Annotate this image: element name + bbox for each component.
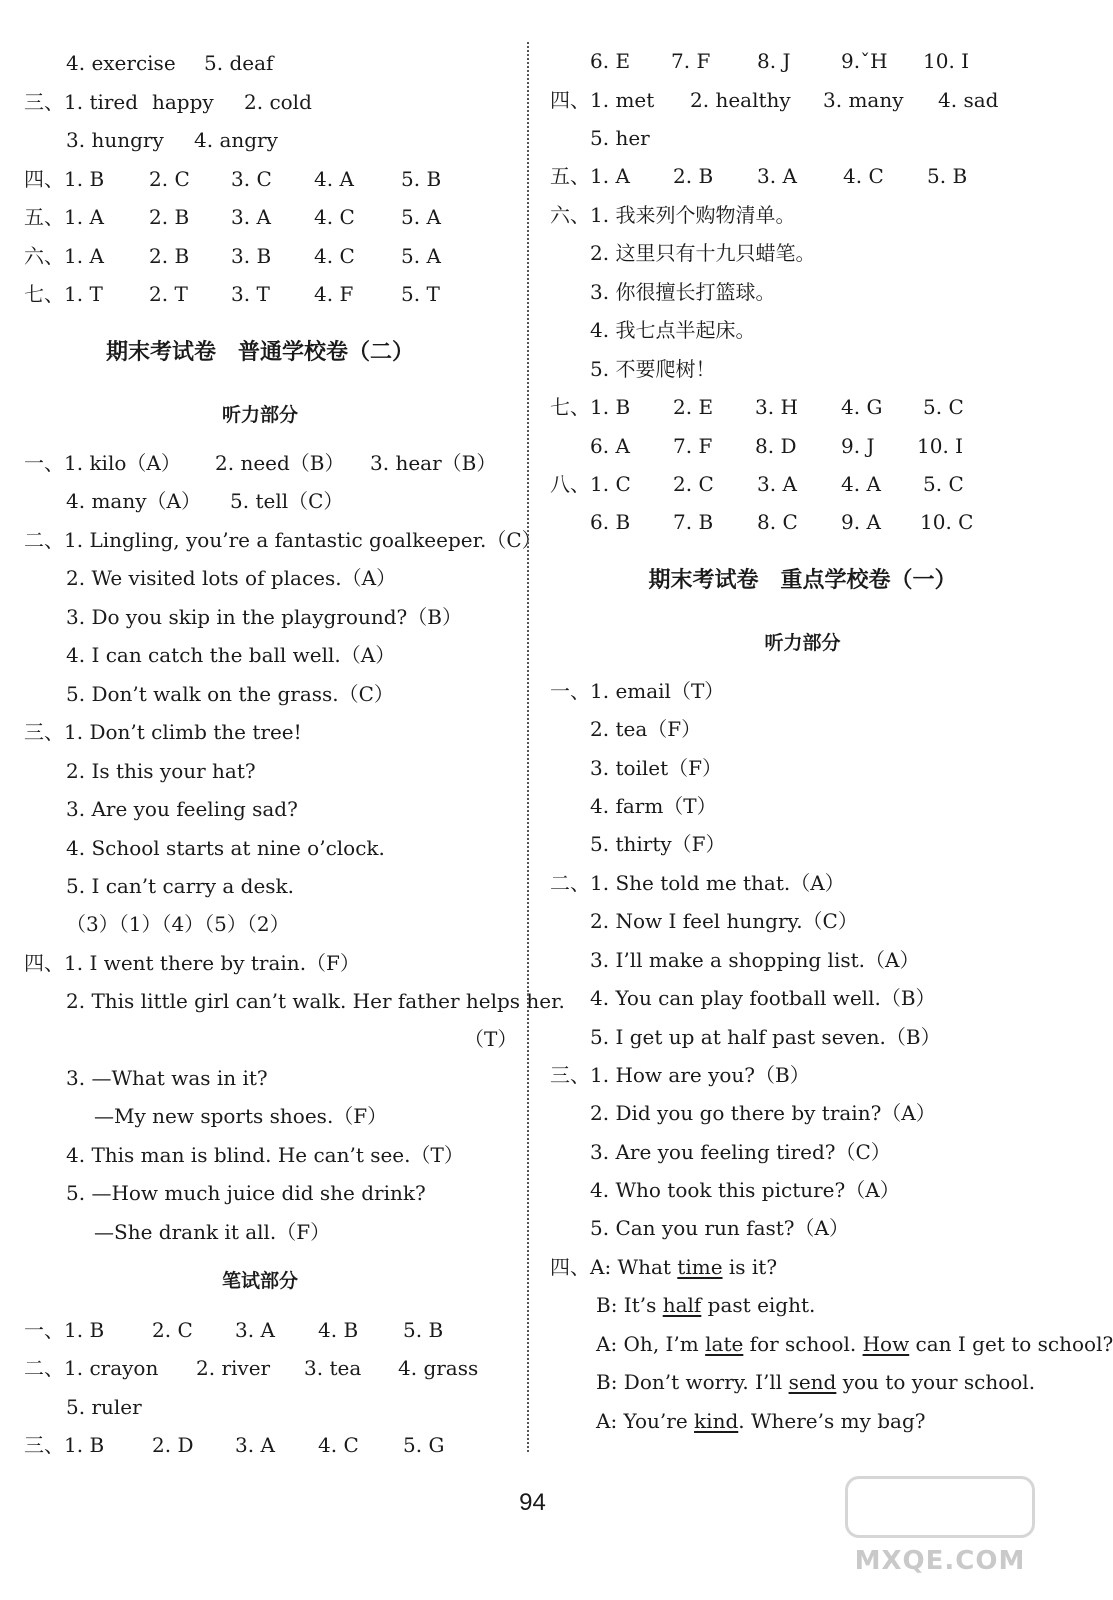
dialogue-text: A: Oh, I’m: [596, 1332, 706, 1356]
answer-item: 3. B: [231, 244, 272, 268]
answer-item: 2. C: [149, 167, 190, 191]
subsection-title: 听力部分: [221, 404, 298, 426]
answer-line: 5. 不要爬树！: [590, 357, 716, 381]
dialogue-line: [596, 1291, 815, 1319]
answer-item: 10. C: [920, 510, 974, 534]
answer-line: 2. We visited lots of places.（A）: [66, 566, 397, 590]
answer-item: 2. C: [673, 472, 714, 496]
answer-item: 2. D: [152, 1433, 194, 1457]
answer-item: 7. F: [671, 49, 711, 73]
answer-line: 4. This man is blind. He can’t see.（T）: [66, 1143, 464, 1167]
answer-item: 三、1. tired: [24, 90, 139, 114]
answer-line: 3. 你很擅长打篮球。: [590, 280, 776, 304]
answer-item: 5. T: [401, 282, 440, 306]
answer-line: 二、1. Lingling, you’re a fantastic goalkeeper.（C）: [24, 528, 542, 552]
dialogue-text: you to your school.: [836, 1370, 1036, 1394]
answer-line: 二、1. She told me that.（A）: [550, 871, 845, 895]
dialogue-text: . Where’s my bag?: [738, 1409, 926, 1433]
answer-item: 4. A: [314, 167, 354, 191]
answer-line: 2. tea（F）: [590, 717, 702, 741]
answer-line: 4. You can play football well.（B）: [590, 986, 936, 1010]
answer-item: 2. B: [149, 205, 190, 229]
answer-item: 3. many: [823, 88, 904, 112]
answer-item: 3. tea: [304, 1356, 362, 1380]
answer-line: （T）: [464, 1027, 518, 1051]
answer-line: 3. I’ll make a shopping list.（A）: [590, 948, 920, 972]
answer-item: 2. B: [673, 164, 714, 188]
answer-item: 七、1. T: [24, 282, 103, 306]
fill-in-answer: kind: [694, 1409, 739, 1433]
answer-line: 5. I get up at half past seven.（B）: [590, 1025, 941, 1049]
dialogue-text: is it?: [722, 1255, 778, 1279]
answer-item: 3. A: [757, 472, 797, 496]
subsection-title: 听力部分: [764, 632, 841, 654]
answer-item: 4. grass: [398, 1356, 479, 1380]
answer-line: 2. Now I feel hungry.（C）: [590, 909, 858, 933]
answer-item: 5. C: [923, 472, 964, 496]
answer-item: 八、1. C: [550, 472, 631, 496]
answer-item: 7. F: [673, 434, 713, 458]
dialogue-line: [550, 1253, 777, 1281]
dialogue-text: for school.: [743, 1332, 863, 1356]
fill-in-answer: half: [662, 1293, 702, 1317]
answer-item: 10. I: [923, 49, 970, 73]
answer-item: 5. B: [403, 1318, 444, 1342]
answer-line: 2. Is this your hat?: [66, 759, 256, 783]
answer-item: 4. A: [841, 472, 881, 496]
answer-line: 四、1. I went there by train.（F）: [24, 951, 360, 975]
answer-item: 2. T: [149, 282, 188, 306]
answer-line: 4. farm（T）: [590, 794, 717, 818]
answer-item: 4. sad: [938, 88, 999, 112]
answer-line: 3. Do you skip in the playground?（B）: [66, 605, 462, 629]
answer-item: 4. C: [314, 205, 355, 229]
answer-item: 2. healthy: [690, 88, 791, 112]
answer-item: 2. river: [196, 1356, 271, 1380]
answer-item: 4. exercise: [66, 51, 176, 75]
answer-item: 9. J: [841, 434, 875, 458]
answer-line: 2. This little girl can’t walk. Her father helps her.: [66, 989, 565, 1013]
answer-item: 一、1. kilo（A）: [24, 451, 181, 475]
answer-item: 5. A: [401, 205, 441, 229]
answer-item: 五、1. A: [24, 205, 104, 229]
answer-line: 三、1. Don’t climb the tree!: [24, 720, 302, 744]
answer-line: 5. her: [590, 126, 650, 150]
answer-line: 4. Who took this picture?（A）: [590, 1178, 900, 1202]
fill-in-answer: send: [788, 1370, 837, 1394]
dialogue-line: [596, 1368, 1035, 1396]
answer-line: 4. School starts at nine o’clock.: [66, 836, 385, 860]
answer-item: 3. A: [235, 1318, 275, 1342]
answer-item: 六、1. A: [24, 244, 104, 268]
dialogue-line: [596, 1407, 926, 1435]
answer-item: 2. need（B）: [215, 451, 345, 475]
dialogue-text: past eight.: [701, 1293, 816, 1317]
answer-item: 2. cold: [244, 90, 312, 114]
answer-item: 4. B: [318, 1318, 359, 1342]
answer-item: 4. C: [314, 244, 355, 268]
answer-item: 七、1. B: [550, 395, 631, 419]
answer-line: 六、1. 我来列个购物清单。: [550, 203, 796, 227]
dialogue-text: A: You’re: [596, 1409, 695, 1433]
answer-item: 8. C: [757, 510, 798, 534]
answer-line: 3. Are you feeling tired?（C）: [590, 1140, 891, 1164]
answer-line: 5. Don’t walk on the grass.（C）: [66, 682, 394, 706]
answer-item: 5. B: [401, 167, 442, 191]
answer-item: 7. B: [673, 510, 714, 534]
page-number: 94: [519, 1489, 546, 1516]
dialogue-text: can I get to school?: [909, 1332, 1113, 1356]
column-divider: [527, 42, 529, 1452]
answer-line: 3. toilet（F）: [590, 756, 723, 780]
answer-item: 8. J: [757, 49, 791, 73]
answer-item: 10. I: [917, 434, 964, 458]
answer-line: 三、1. How are you?（B）: [550, 1063, 810, 1087]
answer-item: 9.ˇH: [841, 49, 888, 73]
answer-item: 3. T: [231, 282, 270, 306]
answer-item: 二、1. crayon: [24, 1356, 159, 1380]
section-title: 期末考试卷 重点学校卷（一）: [648, 568, 957, 593]
watermark: [845, 1476, 1035, 1576]
subsection-title: 笔试部分: [221, 1270, 298, 1292]
dialogue-line: [596, 1330, 1113, 1358]
dialogue-text: 四、A: What: [550, 1255, 678, 1279]
answer-item: 6. A: [590, 434, 630, 458]
answer-item: 2. B: [149, 244, 190, 268]
answer-item: 四、1. met: [550, 88, 655, 112]
answer-item: 3. A: [235, 1433, 275, 1457]
answer-line: 3. —What was in it?: [66, 1066, 268, 1090]
answer-item: 5. A: [401, 244, 441, 268]
watermark-site: MXQE.COM: [854, 1546, 1026, 1576]
answer-line: 2. Did you go there by train?（A）: [590, 1101, 936, 1125]
fill-in-answer: late: [705, 1332, 744, 1356]
answer-line: 4. I can catch the ball well.（A）: [66, 643, 396, 667]
answer-item: 三、1. B: [24, 1433, 105, 1457]
answer-item: 4. many（A）: [66, 489, 201, 513]
answer-item: 3. hear（B）: [370, 451, 497, 475]
answer-line: 2. 这里只有十九只蜡笔。: [590, 241, 816, 265]
answer-item: 四、1. B: [24, 167, 105, 191]
answer-item: 一、1. B: [24, 1318, 105, 1342]
answer-line: 一、1. email（T）: [550, 679, 725, 703]
answer-item: 6. E: [590, 49, 631, 73]
watermark-logo-icon: [845, 1476, 1035, 1538]
answer-line: 5. thirty（F）: [590, 832, 726, 856]
answer-item: 9. A: [841, 510, 881, 534]
fill-in-answer: How: [862, 1332, 910, 1356]
answer-line: —My new sports shoes.（F）: [94, 1104, 388, 1128]
answer-line: 5. Can you run fast?（A）: [590, 1216, 849, 1240]
answer-item: 8. D: [755, 434, 797, 458]
answer-item: 3. C: [231, 167, 272, 191]
answer-item: 4. C: [843, 164, 884, 188]
answer-item: 6. B: [590, 510, 631, 534]
answer-line: （3）（1）（4）（5）（2）: [66, 912, 290, 936]
answer-item: 4. F: [314, 282, 354, 306]
answer-item: 3. H: [755, 395, 798, 419]
section-title: 期末考试卷 普通学校卷（二）: [105, 340, 414, 365]
answer-line: 5. I can’t carry a desk.: [66, 874, 295, 898]
answer-item: happy: [152, 90, 214, 114]
answer-line: 3. Are you feeling sad?: [66, 797, 298, 821]
answer-item: 3. hungry: [66, 128, 164, 152]
answer-item: 3. A: [231, 205, 271, 229]
fill-in-answer: time: [677, 1255, 723, 1279]
answer-item: 2. E: [673, 395, 714, 419]
answer-line: 5. —How much juice did she drink?: [66, 1181, 426, 1205]
answer-item: 5. C: [923, 395, 964, 419]
answer-item: 4. angry: [194, 128, 278, 152]
answer-line: —She drank it all.（F）: [94, 1220, 331, 1244]
answer-item: 5. B: [927, 164, 968, 188]
answer-line: 5. ruler: [66, 1395, 142, 1419]
answer-line: 4. 我七点半起床。: [590, 318, 756, 342]
answer-item: 5. tell（C）: [230, 489, 344, 513]
answer-item: 五、1. A: [550, 164, 630, 188]
answer-item: 4. C: [318, 1433, 359, 1457]
dialogue-text: B: Don’t worry. I’ll: [596, 1370, 789, 1394]
answer-item: 5. G: [403, 1433, 445, 1457]
answer-item: 5. deaf: [204, 51, 274, 75]
answer-item: 3. A: [757, 164, 797, 188]
answer-item: 2. C: [152, 1318, 193, 1342]
answer-item: 4. G: [841, 395, 883, 419]
dialogue-text: B: It’s: [596, 1293, 663, 1317]
